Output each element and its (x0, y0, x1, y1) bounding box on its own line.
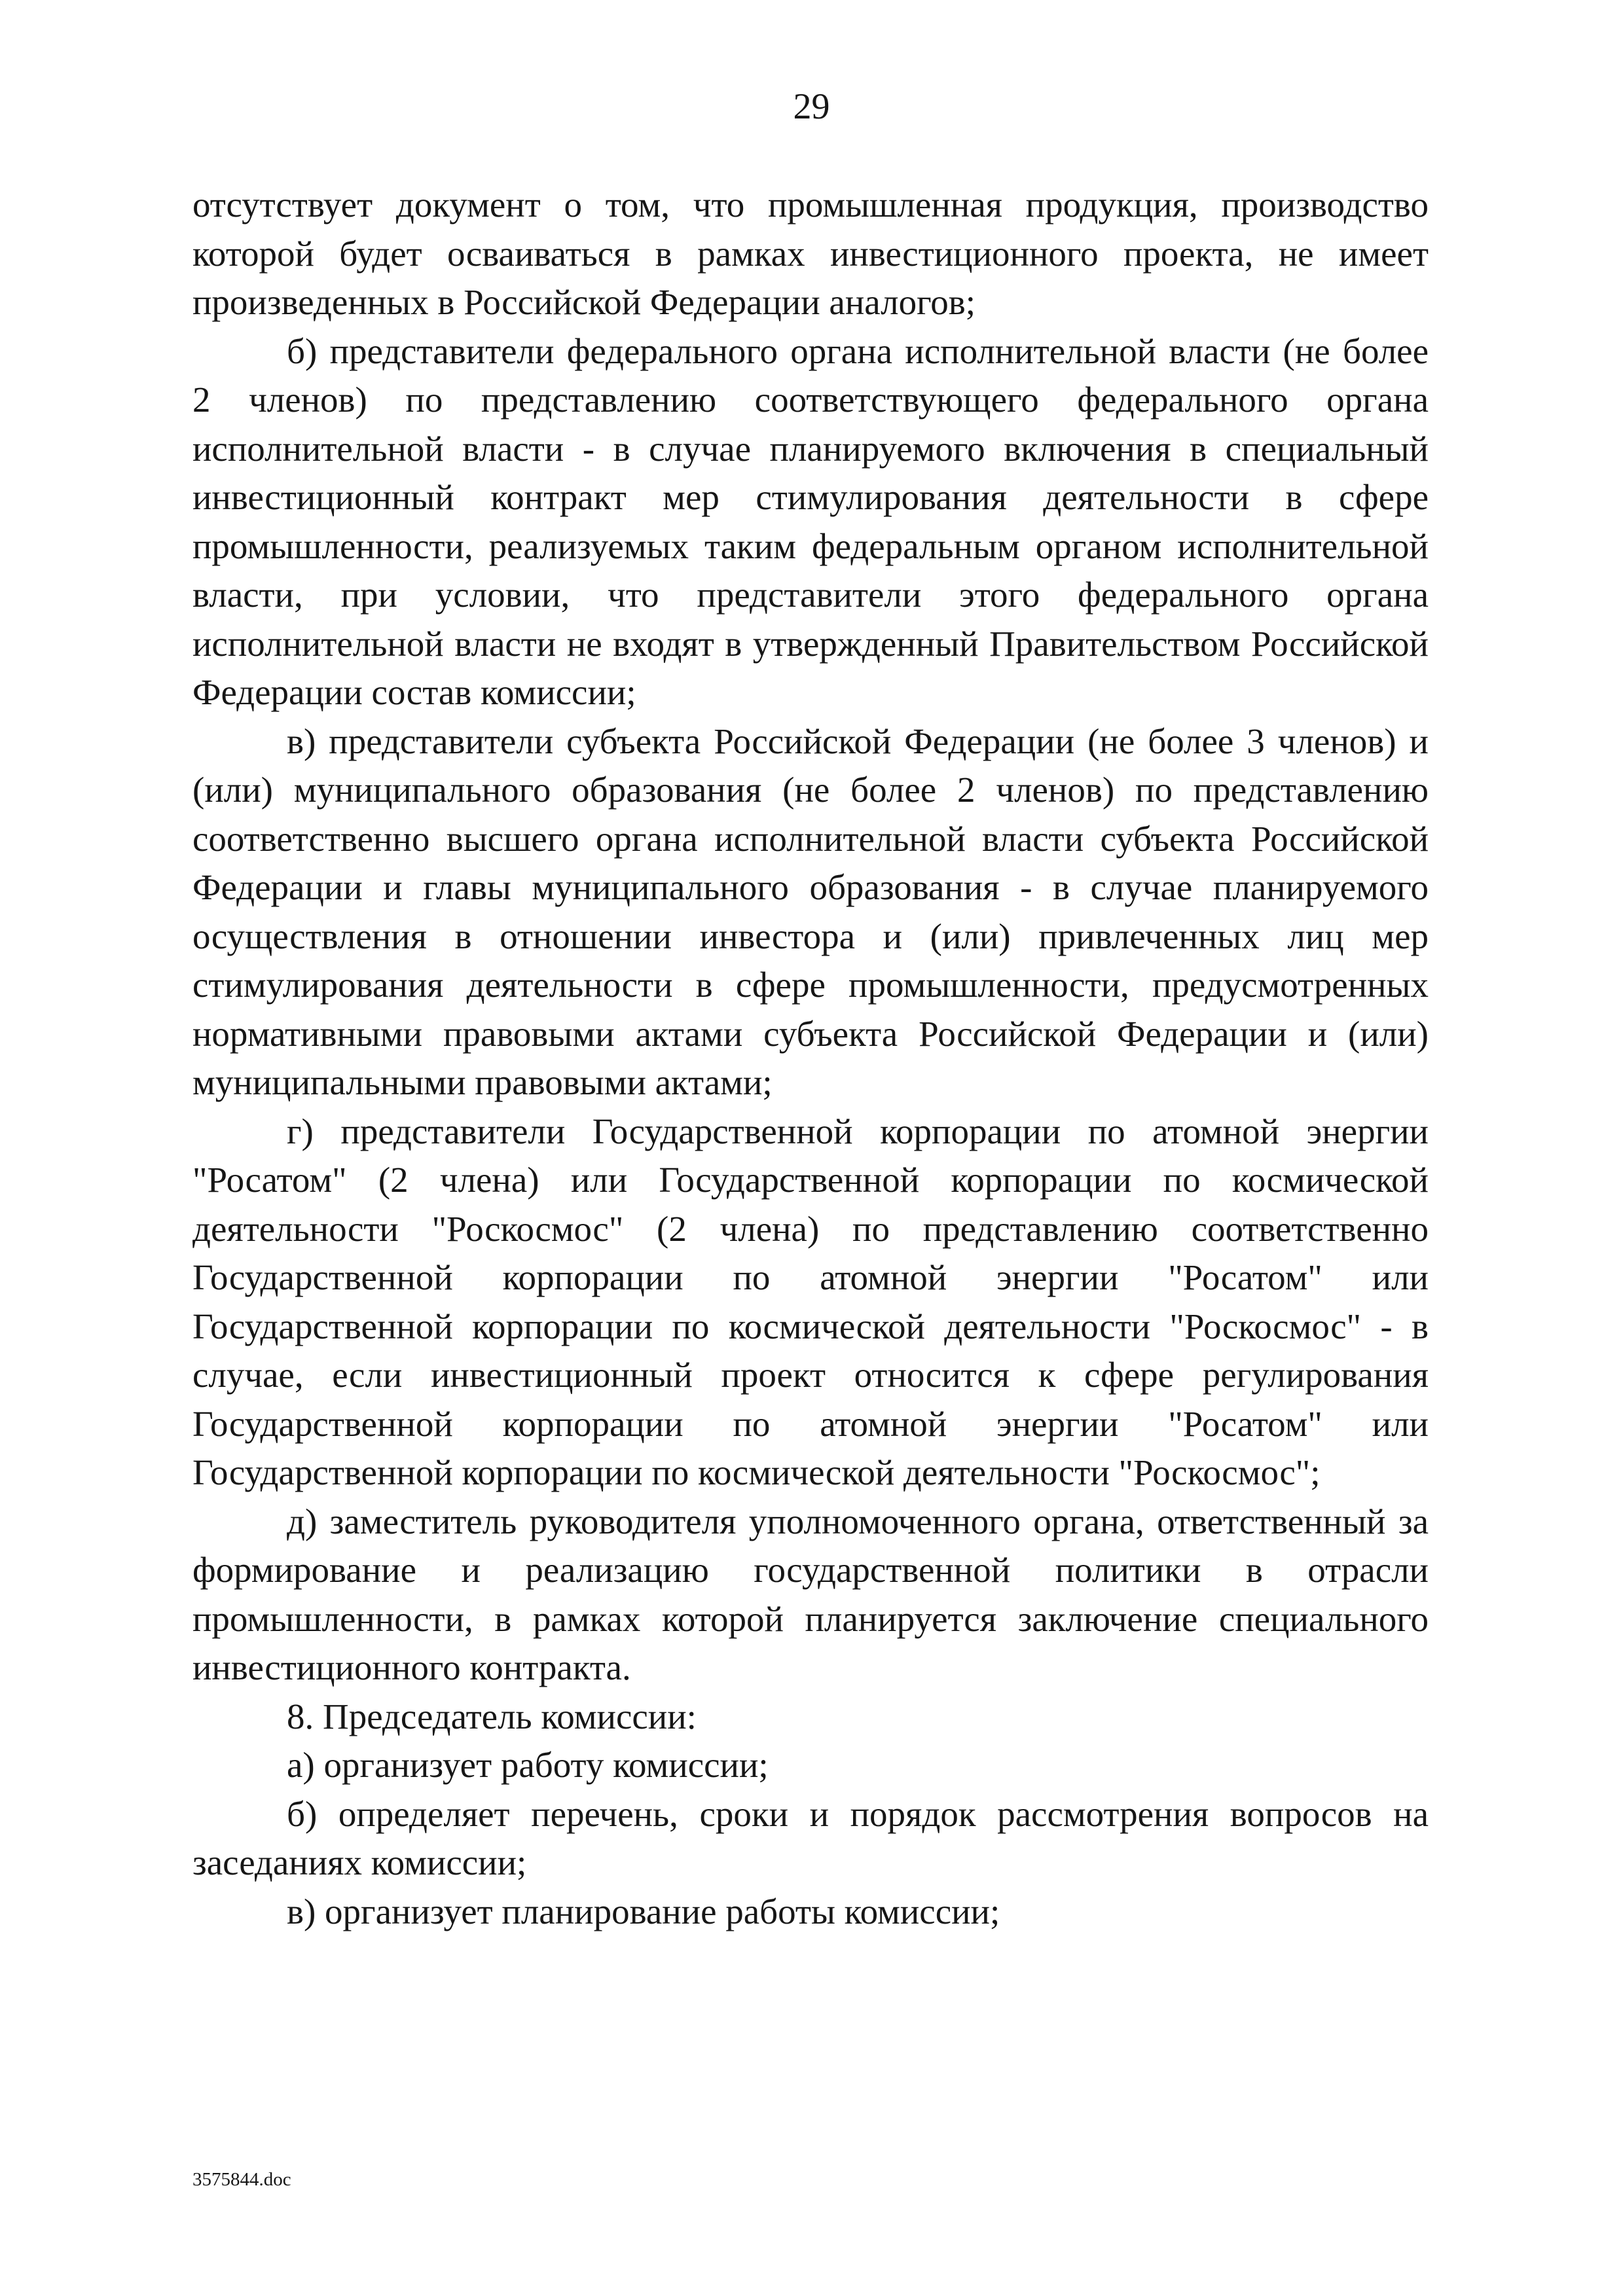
paragraph-8b: б) определяет перечень, сроки и порядок рассмотрения вопросов на заседаниях комиссии; (192, 1793, 1429, 1882)
paragraph-continuation: отсутствует документ о том, что промышленная продукция, производство которой будет осваиваться в рамках инвестиционного проекта, не имеет произведенных в Российской Федерации аналогов; (192, 185, 1429, 322)
body-text (192, 181, 1429, 1936)
paragraph-item-v-regional: в) представители субъекта Российской Федерации (не более 3 членов) и (или) муниципального образования (не более 2 членов) по представлению соответственно высшего органа исполнительной власти субъекта Российской Федерации и главы муниципального образования - в случае планируемого осуществления в отношении инвестора и (или) привлеченных лиц мер стимулирования деятельности в сфере промышленности, предусмотренных нормативными правовыми актами субъекта Российской Федерации и (или) муниципальными правовыми актами; (192, 721, 1429, 1102)
paragraph-section-8-heading: 8. Председатель комиссии: (287, 1696, 697, 1736)
paragraph-8a: а) организует работу комиссии; (287, 1745, 769, 1785)
paragraph-item-d-deputy: д) заместитель руководителя уполномоченного органа, ответственный за формирование и реализацию государственной политики в отрасли промышленности, в рамках которой планируется заключение специального инвестиционного контракта. (192, 1501, 1429, 1687)
footer-file-name: 3575844.doc (192, 2169, 291, 2190)
paragraph-item-g-corporations: г) представители Государственной корпорации по атомной энергии "Росатом" (2 члена) или Государственной корпорации по космической деятельности "Роскосмос" (2 члена) по представлению соответственно Государственной корпорации по атомной энергии "Росатом" или Государственной корпорации по космической деятельности "Роскосмос" - в случае, если инвестиционный проект относится к сфере регулирования Государственной корпорации по атомной энергии "Росатом" или Государственной корпорации по космической деятельности "Роскосмос"; (192, 1111, 1429, 1492)
paragraph-8v: в) организует планирование работы комиссии; (287, 1891, 1000, 1931)
page-number: 29 (793, 86, 830, 127)
paragraph-item-b-federal: б) представители федерального органа исполнительной власти (не более 2 членов) по представлению соответствующего федерального органа исполнительной власти - в случае планируемого включения в специальный инвестиционный контракт мер стимулирования деятельности в сфере промышленности, реализуемых таким федеральным органом исполнительной власти, при условии, что представители этого федерального органа исполнительной власти не входят в утвержденный Правительством Российской Федерации состав комиссии; (192, 331, 1429, 712)
